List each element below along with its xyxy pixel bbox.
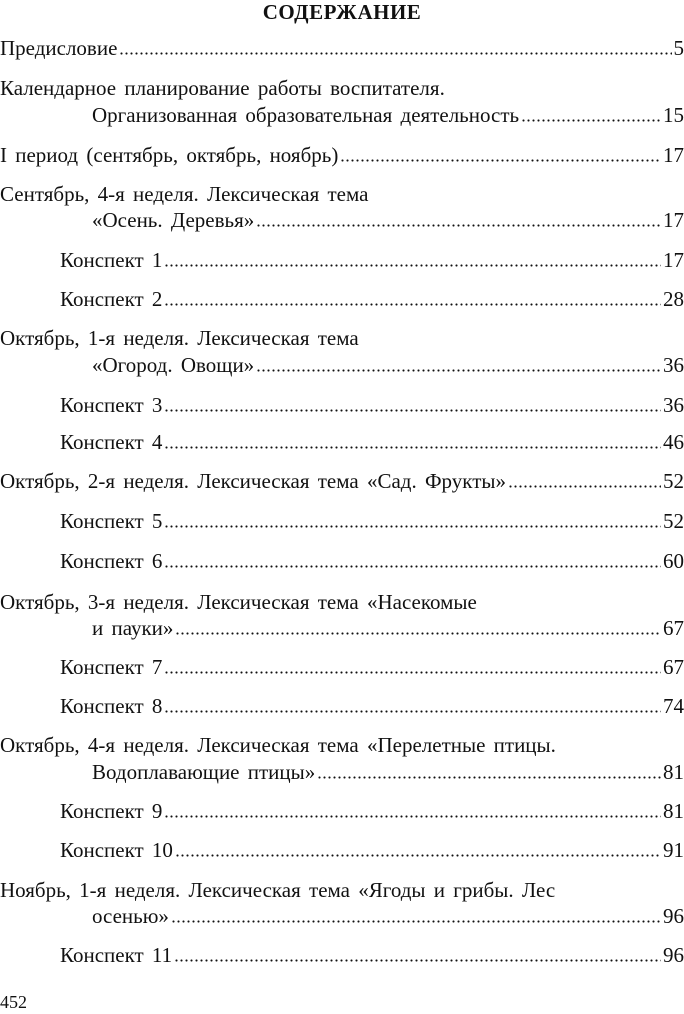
- dot-leader: [164, 247, 661, 269]
- toc-page-number: 17: [663, 143, 684, 167]
- toc-entry: [0, 615, 684, 641]
- toc-entry: [0, 903, 684, 929]
- dot-leader: [508, 468, 661, 490]
- toc-subentry: [0, 798, 684, 824]
- toc-page-number: 52: [663, 469, 684, 493]
- toc-subentry: [0, 286, 684, 312]
- toc-entry: [0, 75, 684, 101]
- toc-entry: [0, 35, 684, 61]
- dot-leader: [164, 508, 661, 530]
- toc-entry: [0, 352, 684, 378]
- dot-leader: [164, 654, 661, 676]
- toc-entry-title: Конспект 6: [60, 549, 163, 573]
- toc-entry: [0, 207, 684, 233]
- dot-leader: [164, 286, 661, 308]
- toc-page-number: 5: [673, 36, 684, 60]
- toc-page-number: 17: [663, 248, 684, 272]
- toc-entry-title: Конспект 8: [60, 694, 163, 718]
- toc-entry: [0, 589, 684, 615]
- toc-page-number: 91: [663, 838, 684, 862]
- toc-subentry: [0, 548, 684, 574]
- toc-entry-title: Октябрь, 1-я неделя. Лексическая тема: [0, 326, 359, 350]
- toc-entry-title: Октябрь, 2-я неделя. Лексическая тема «Сад. Фрукты»: [0, 469, 506, 493]
- toc-page-number: 17: [663, 208, 684, 232]
- toc-entry-title: Конспект 5: [60, 509, 163, 533]
- dot-leader: [175, 837, 661, 859]
- dot-leader: [521, 102, 661, 124]
- toc-entry-title: Конспект 11: [60, 943, 173, 967]
- toc-entry: [0, 468, 684, 494]
- toc-entry-title: «Огород. Овощи»: [92, 353, 255, 377]
- toc-subentry: [0, 508, 684, 534]
- toc-page-number: 67: [663, 655, 684, 679]
- dot-leader: [164, 693, 661, 715]
- toc-page-number: 67: [663, 616, 684, 640]
- toc-entry-title: Конспект 2: [60, 287, 163, 311]
- dot-leader: [164, 392, 661, 414]
- toc-entry: [0, 732, 684, 758]
- toc-entry-title: I период (сентябрь, октябрь, ноябрь): [0, 143, 339, 167]
- toc-page-number: 46: [663, 430, 684, 454]
- toc-page-number: 96: [663, 943, 684, 967]
- toc-page-number: 36: [663, 393, 684, 417]
- toc-entry-title: Предисловие: [0, 36, 118, 60]
- toc-subentry: [0, 942, 684, 968]
- toc-page-number: 96: [663, 904, 684, 928]
- toc-entry-title: и пауки»: [92, 616, 174, 640]
- toc-entry-title: Конспект 10: [60, 838, 173, 862]
- toc-page-number: 15: [663, 103, 684, 127]
- dot-leader: [317, 759, 661, 781]
- toc-subentry: [0, 247, 684, 273]
- dot-leader: [174, 942, 661, 964]
- dot-leader: [119, 35, 671, 57]
- dot-leader: [340, 142, 661, 164]
- page-title: СОДЕРЖАНИЕ: [262, 0, 422, 24]
- toc-subentry: [0, 429, 684, 455]
- toc-entry-title: Календарное планирование работы воспитателя.: [0, 76, 445, 100]
- toc-subentry: [0, 392, 684, 418]
- toc-page-number: 52: [663, 509, 684, 533]
- dot-leader: [256, 207, 661, 229]
- dot-leader: [256, 352, 661, 374]
- toc-page-number: 81: [663, 760, 684, 784]
- toc-entry-title: Водоплавающие птицы»: [92, 760, 316, 784]
- toc-entry-title: Сентябрь, 4-я неделя. Лексическая тема: [0, 182, 369, 206]
- dot-leader: [175, 615, 661, 637]
- toc-subentry: [0, 693, 684, 719]
- toc-entry-title: Конспект 7: [60, 655, 163, 679]
- toc-entry-title: Октябрь, 3-я неделя. Лексическая тема «Насекомые: [0, 590, 477, 614]
- dot-leader: [171, 903, 661, 925]
- toc-entry: [0, 759, 684, 785]
- toc-entry-title: Конспект 4: [60, 430, 163, 454]
- toc-entry: [0, 142, 684, 168]
- dot-leader: [164, 548, 661, 570]
- toc-page-number: 81: [663, 799, 684, 823]
- toc-subentry: [0, 654, 684, 680]
- toc-page-number: 28: [663, 287, 684, 311]
- toc-page-number: 36: [663, 353, 684, 377]
- toc-page-number: 74: [663, 694, 684, 718]
- toc-entry-title: Конспект 3: [60, 393, 163, 417]
- toc-entry-title: «Осень. Деревья»: [92, 208, 255, 232]
- toc-entry: [0, 181, 684, 207]
- toc-entry-title: осенью»: [92, 904, 169, 928]
- toc-entry: [0, 325, 684, 351]
- toc-entry-title: Организованная образовательная деятельность: [92, 103, 520, 127]
- dot-leader: [164, 798, 661, 820]
- toc-subentry: [0, 837, 684, 863]
- toc-entry-title: Октябрь, 4-я неделя. Лексическая тема «Перелетные птицы.: [0, 733, 556, 757]
- toc-page-number: 60: [663, 549, 684, 573]
- toc-entry-title: Конспект 9: [60, 799, 163, 823]
- page-number: 452: [0, 992, 27, 1012]
- toc-entry: [0, 102, 684, 128]
- toc-entry-title: Ноябрь, 1-я неделя. Лексическая тема «Ягоды и грибы. Лес: [0, 878, 556, 902]
- dot-leader: [164, 429, 661, 451]
- toc-entry-title: Конспект 1: [60, 248, 163, 272]
- toc-entry: [0, 877, 684, 903]
